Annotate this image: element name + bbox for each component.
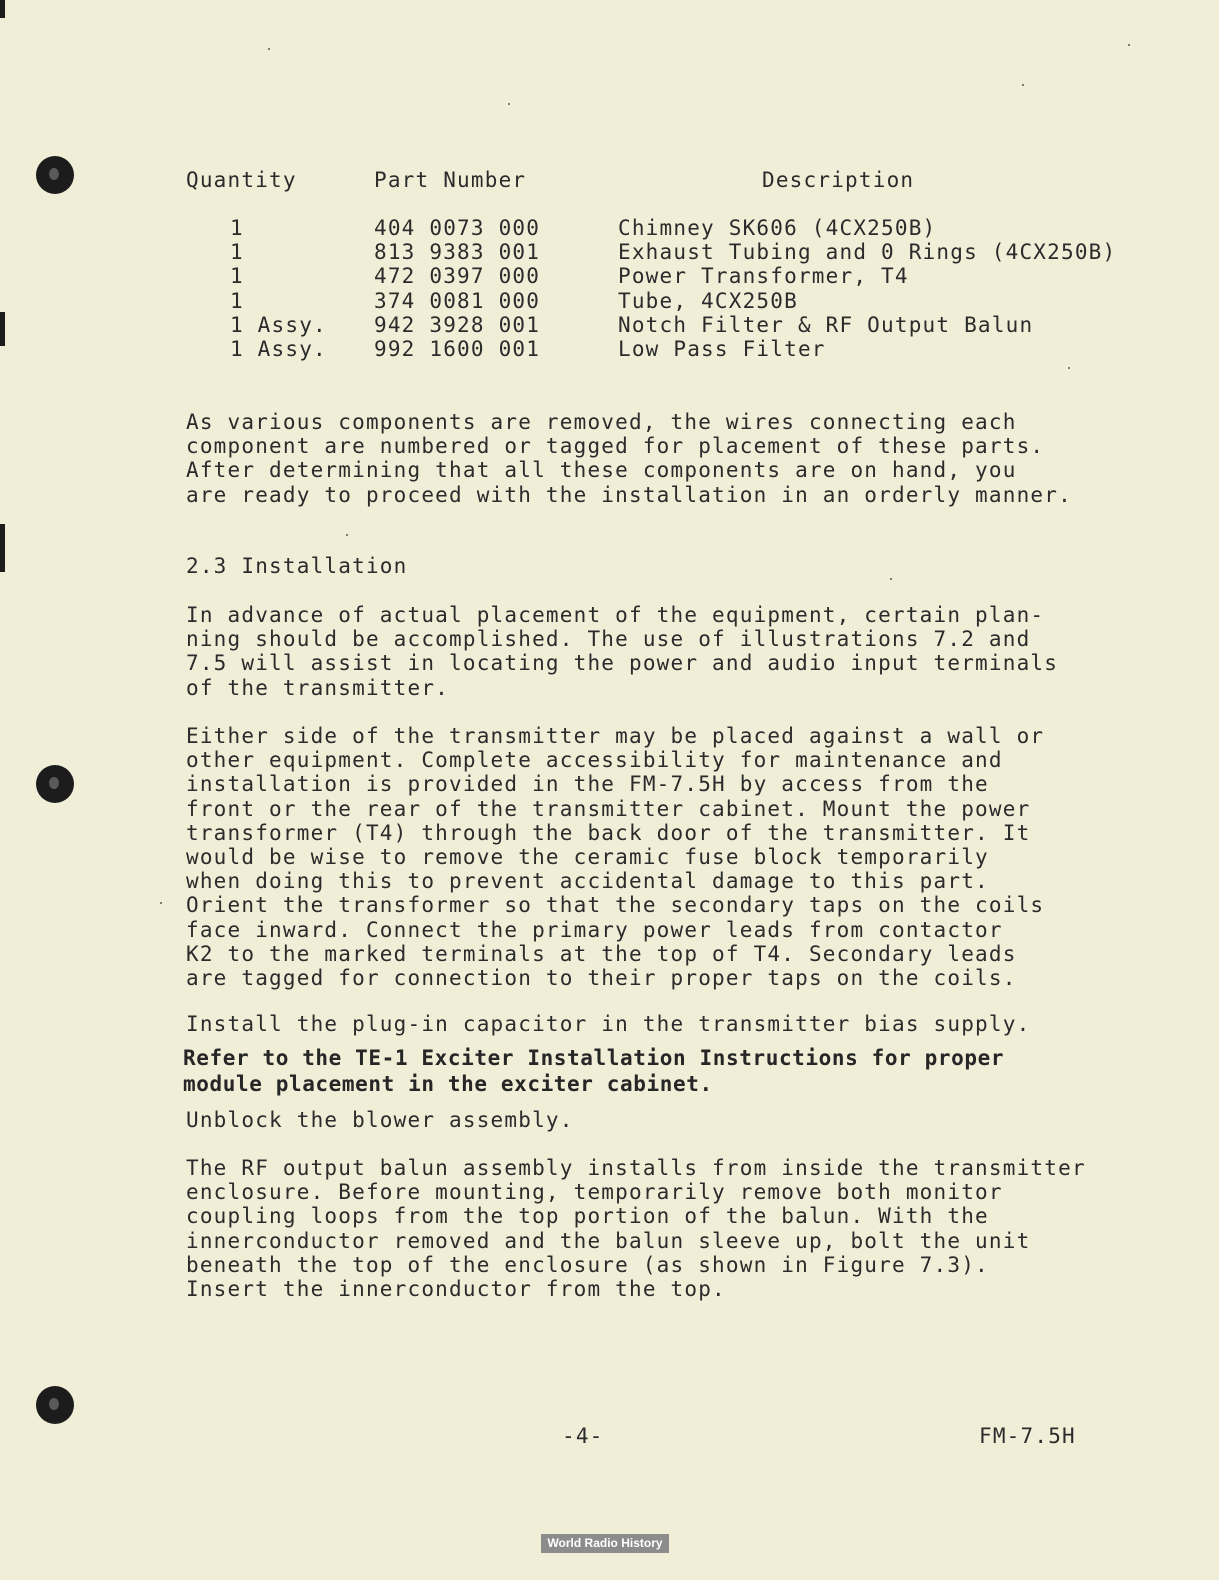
speck [1022,84,1024,86]
parts-table [186,216,1166,361]
planning-paragraph: In advance of actual placement of the equipment, certain plan- ning should be accomplished. The use of illustrations 7.2 and 7.5 will assist in locating the power and audio input terminals of the transmitter. [186,603,1059,700]
watermark-logo: World Radio History [541,1534,669,1553]
speck [160,902,162,904]
part-number-cell: 813 9383 001 [374,240,541,265]
parts-table-header [186,168,1146,196]
speck [268,48,270,50]
balun-paragraph: The RF output balun assembly installs from inside the transmitter enclosure. Before mounting, temporarily remove both monitor coupling loops from the top portion of the balun. With the innerconductor removed and the balun sleeve up, bolt the unit beneath the top of the enclosure (as shown in Figure 7.3). Insert the innerconductor from the top. [186,1156,1086,1302]
edge-mark [0,0,5,18]
edge-mark [0,312,5,346]
section-heading: 2.3 Installation [186,554,408,578]
table-row [186,337,1166,361]
description-cell: Notch Filter & RF Output Balun [618,312,1034,337]
column-header-part-number: Part Number [374,168,527,192]
quantity-cell: 1 [230,216,244,240]
page-number: -4- [562,1424,604,1448]
description-cell: Low Pass Filter [618,336,826,361]
document-id: FM-7.5H [979,1424,1076,1448]
speck [508,103,510,105]
capacitor-paragraph: Install the plug-in capacitor in the transmitter bias supply. [186,1012,1031,1036]
blower-paragraph: Unblock the blower assembly. [186,1108,574,1132]
table-row [186,289,1166,313]
binder-hole-top [36,156,74,194]
speck [1128,44,1130,46]
part-number-cell: 942 3928 001 [374,312,541,337]
part-number-cell: 992 1600 001 [374,336,541,361]
column-header-description: Description [762,168,915,192]
description-cell: Chimney SK606 (4CX250B) [618,216,937,240]
table-row [186,264,1166,288]
quantity-cell: 1 [230,264,244,289]
speck [346,534,348,536]
description-cell: Exhaust Tubing and 0 Rings (4CX250B) [618,240,1117,265]
quantity-cell: 1 [230,240,244,265]
part-number-cell: 404 0073 000 [374,216,541,240]
binder-hole-middle [36,765,74,803]
removal-paragraph: As various components are removed, the wires connecting each component are numbered or tagged for placement of these parts. After determining that all these components are on hand, you are ready to proceed with the installation in an orderly manner. [186,410,1072,507]
description-cell: Power Transformer, T4 [618,264,909,289]
quantity-cell: 1 Assy. [230,336,327,361]
speck [890,578,892,580]
column-header-quantity: Quantity [186,168,297,192]
part-number-cell: 374 0081 000 [374,288,541,313]
placement-paragraph: Either side of the transmitter may be placed against a wall or other equipment. Complete accessibility for maintenance and installation is provided in the FM-7.5H by access from the front or the rear of the transmitter cabinet. Mount the power transformer (T4) through the back door of the transmitter. It would be wise to remove the ceramic fuse block temporarily when doing this to prevent accidental damage to this part. Orient the transformer so that the secondary taps on the coils face inward. Connect the primary power leads from contactor K2 to the marked terminals at the top of T4. Secondary leads are tagged for connection to their proper taps on the coils. [186,724,1045,991]
quantity-cell: 1 [230,288,244,313]
table-row [186,313,1166,337]
speck [1068,367,1070,369]
table-row [186,216,1166,240]
part-number-cell: 472 0397 000 [374,264,541,289]
exciter-note-paragraph: Refer to the TE-1 Exciter Installation Instructions for proper module placement in the exciter cabinet. [183,1046,1005,1096]
edge-mark [0,524,5,572]
description-cell: Tube, 4CX250B [618,288,798,313]
binder-hole-bottom [36,1386,74,1424]
table-row [186,240,1166,264]
quantity-cell: 1 Assy. [230,312,327,337]
